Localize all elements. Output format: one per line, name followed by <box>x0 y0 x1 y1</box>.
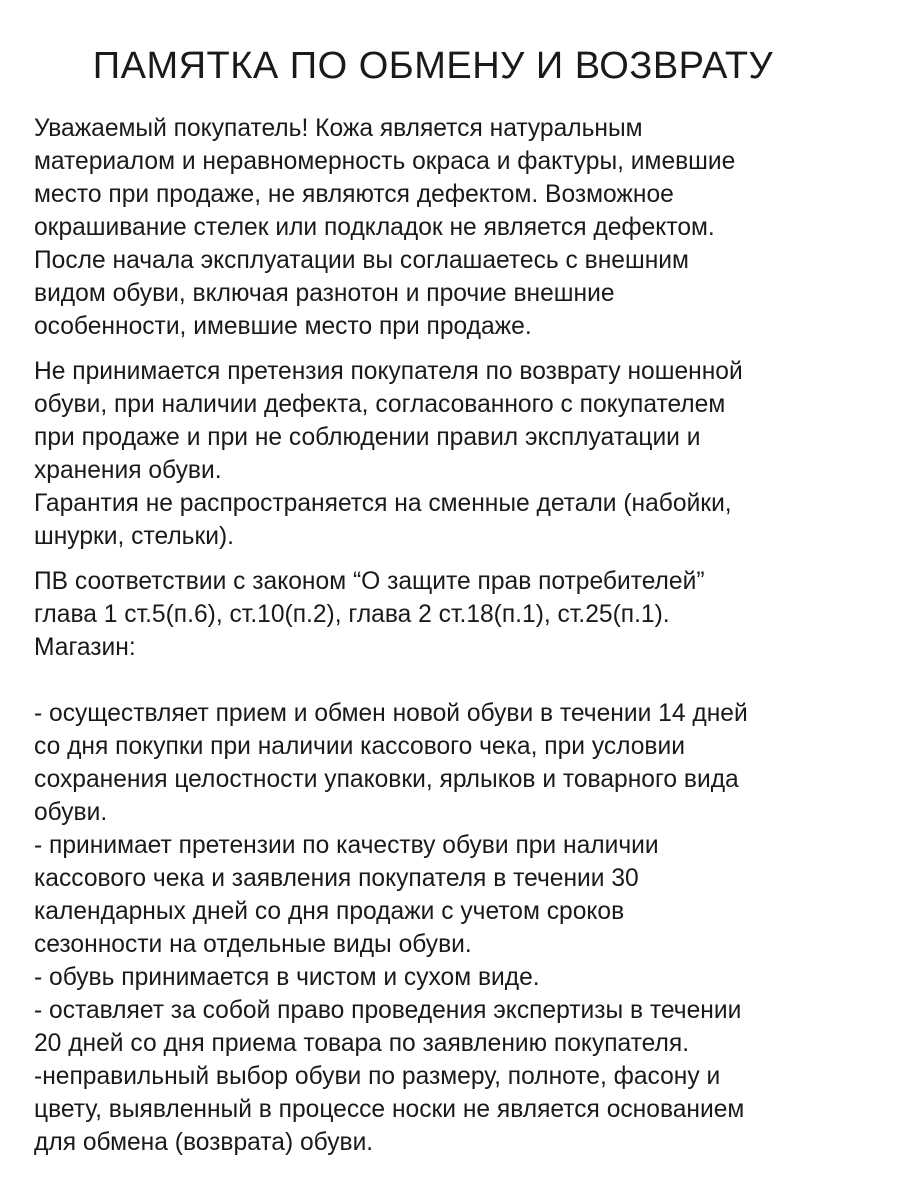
text-line: Гарантия не распространяется на сменные детали (набойки, <box>34 490 732 517</box>
text-line: кассового чека и заявления покупателя в течении 30 <box>34 865 639 892</box>
paragraph-claims-warranty <box>34 355 874 553</box>
list-item: - оставляет за собой право проведения экспертизы в течении <box>34 997 742 1024</box>
paragraph-spacer <box>34 343 874 355</box>
text-line: 20 дней со дня приема товара по заявлению покупателя. <box>34 1030 690 1057</box>
text-line: Уважаемый покупатель! Кожа является натуральным <box>34 115 643 142</box>
text-line: хранения обуви. <box>34 457 222 484</box>
text-line: глава 1 ст.5(п.6), ст.10(п.2), глава 2 ст.18(п.1), ст.25(п.1). <box>34 601 670 628</box>
blank-line <box>34 664 874 697</box>
text-line: со дня покупки при наличии кассового чека, при условии <box>34 733 685 760</box>
text-line: при продаже и при не соблюдении правил эксплуатации и <box>34 424 701 451</box>
text-line: ПВ соответствии с законом “О защите прав потребителей” <box>34 568 705 595</box>
paragraph-spacer <box>34 553 874 565</box>
text-line: шнурки, стельки). <box>34 523 235 550</box>
list-item: - принимает претензии по качеству обуви при наличии <box>34 832 659 859</box>
text-line: сохранения целостности упаковки, ярлыков и товарного вида <box>34 766 739 793</box>
paragraph-store-rules <box>34 697 874 1159</box>
text-line: обуви. <box>34 799 108 826</box>
text-line: обуви, при наличии дефекта, согласованного с покупателем <box>34 391 726 418</box>
paragraph-law-reference <box>34 565 874 697</box>
text-line: Магазин: <box>34 634 136 661</box>
text-line: для обмена (возврата) обуви. <box>34 1129 374 1156</box>
text-line: сезонности на отдельные виды обуви. <box>34 931 472 958</box>
document-body <box>34 112 874 1159</box>
list-item: - осуществляет прием и обмен новой обуви в течении 14 дней <box>34 700 748 727</box>
page-title: ПАМЯТКА ПО ОБМЕНУ И ВОЗВРАТУ <box>92 45 774 87</box>
list-item: -неправильный выбор обуви по размеру, полноте, фасону и <box>34 1063 721 1090</box>
text-line: календарных дней со дня продажи с учетом сроков <box>34 898 625 925</box>
text-line: материалом и неравномерность окраса и фактуры, имевшие <box>34 148 736 175</box>
text-line: окрашивание стелек или подкладок не является дефектом. <box>34 214 715 241</box>
text-line: видом обуви, включая разнотон и прочие внешние <box>34 280 615 307</box>
list-item: - обувь принимается в чистом и сухом виде. <box>34 964 540 991</box>
text-line: Не принимается претензия покупателя по возврату ношенной <box>34 358 743 385</box>
text-line: особенности, имевшие место при продаже. <box>34 313 532 340</box>
paragraph-leather-notice <box>34 112 874 343</box>
text-line: цвету, выявленный в процессе носки не является основанием <box>34 1096 745 1123</box>
text-line: После начала эксплуатации вы соглашаетесь с внешним <box>34 247 689 274</box>
text-line: место при продаже, не являются дефектом. Возможное <box>34 181 674 208</box>
